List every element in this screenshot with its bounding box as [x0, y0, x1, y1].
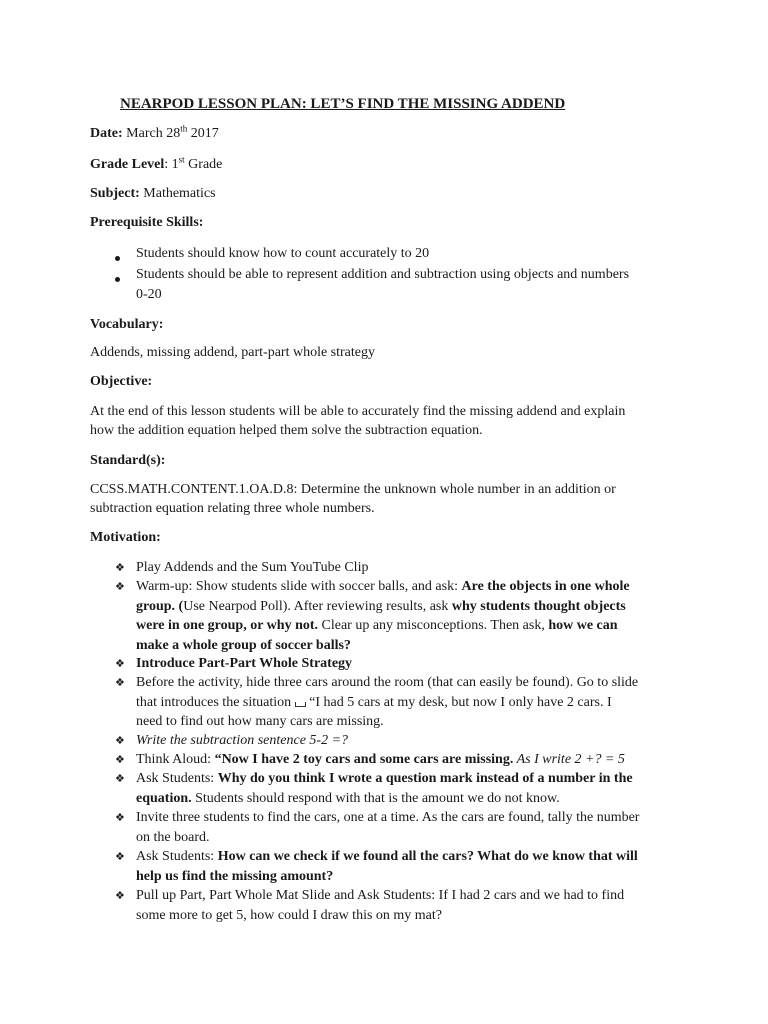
standards-text-line: subtraction equation relating three whole numbers.	[90, 501, 375, 516]
diamond-bullet-icon: ❖	[115, 580, 125, 593]
date-line	[90, 124, 219, 144]
vocabulary-text: Addends, missing addend, part-part whole strategy	[90, 345, 375, 360]
grade-value: : 1	[164, 157, 179, 172]
date-suffix: th	[180, 123, 188, 134]
prereq-heading: Prerequisite Skills:	[90, 215, 204, 230]
motivation-item: Ask Students: How can we check if we found all the cars? What do we know that will help us find the missing amount?	[136, 849, 638, 884]
objective-text-line: how the addition equation helped them solve the subtraction equation.	[90, 423, 483, 438]
prereq-item-continued: 0-20	[136, 287, 162, 302]
objective-text-line: At the end of this lesson students will be able to accurately find the missing addend and explain	[90, 404, 626, 419]
grade-label: Grade Level	[90, 157, 165, 172]
motivation-item: Before the activity, hide three cars around the room (that can easily be found). Go to slide that introduces the situation “I had 5 cars at my desk, but now I only have 2 cars. I need to find out how many cars are missing.	[136, 675, 639, 729]
motivation-item: Write the subtraction sentence 5-2 =?	[136, 733, 349, 748]
diamond-bullet-icon: ❖	[115, 753, 125, 766]
date-value: March 28	[126, 126, 181, 141]
filled-circle-bullet-icon	[115, 248, 120, 268]
prereq-item: Students should be able to represent addition and subtraction using objects and numbers	[136, 267, 630, 282]
filled-circle-bullet-icon	[115, 269, 120, 289]
diamond-bullet-icon: ❖	[115, 676, 125, 689]
grade-rest: Grade	[184, 157, 223, 172]
diamond-bullet-icon: ❖	[115, 889, 125, 902]
motivation-item: Invite three students to find the cars, one at a time. As the cars are found, tally the number on the board.	[136, 810, 640, 845]
vocabulary-heading: Vocabulary:	[90, 317, 164, 332]
subject-line	[90, 184, 216, 204]
diamond-bullet-icon: ❖	[115, 734, 125, 747]
date-year: 2017	[187, 126, 219, 141]
diamond-bullet-icon: ❖	[115, 657, 125, 670]
diamond-bullet-icon: ❖	[115, 772, 125, 785]
motivation-item: Pull up Part, Part Whole Mat Slide and Ask Students: If I had 2 cars and we had to find some more to get 5, how could I draw this on my mat?	[136, 888, 625, 923]
page-title: NEARPOD LESSON PLAN: LET’S FIND THE MISSING ADDEND	[120, 96, 566, 112]
diamond-bullet-icon: ❖	[115, 811, 125, 824]
diamond-bullet-icon: ❖	[115, 561, 125, 574]
date-label: Date:	[90, 126, 123, 141]
motivation-item: Think Aloud: “Now I have 2 toy cars and some cars are missing. As I write 2 +? = 5	[136, 752, 625, 767]
prereq-item: Students should know how to count accurately to 20	[136, 246, 430, 261]
motivation-item: Play Addends and the Sum YouTube Clip	[136, 560, 369, 575]
subject-value: Mathematics	[139, 186, 216, 201]
objective-heading: Objective:	[90, 374, 153, 389]
grade-line	[90, 155, 222, 175]
motivation-item: Warm-up: Show students slide with soccer balls, and ask: Are the objects in one whole group. (Use Nearpod Poll). After reviewing results, ask why students thought objects were in one group, or why not. Clear up any misconceptions. Then ask, how we can make a whole group of soccer balls?	[136, 579, 630, 653]
standards-text-line: CCSS.MATH.CONTENT.1.OA.D.8: Determine the unknown whole number in an addition or	[90, 482, 616, 497]
motivation-item: Ask Students: Why do you think I wrote a question mark instead of a number in the equation. Students should respond with that is the amount we do not know.	[136, 771, 633, 806]
diamond-bullet-icon: ❖	[115, 850, 125, 863]
grade-suffix: st	[178, 154, 185, 165]
motivation-heading: Motivation:	[90, 530, 161, 545]
subject-label: Subject:	[90, 186, 140, 201]
small-box-icon	[295, 702, 306, 707]
motivation-item: Introduce Part-Part Whole Strategy	[136, 656, 353, 671]
standards-heading: Standard(s):	[90, 453, 166, 468]
